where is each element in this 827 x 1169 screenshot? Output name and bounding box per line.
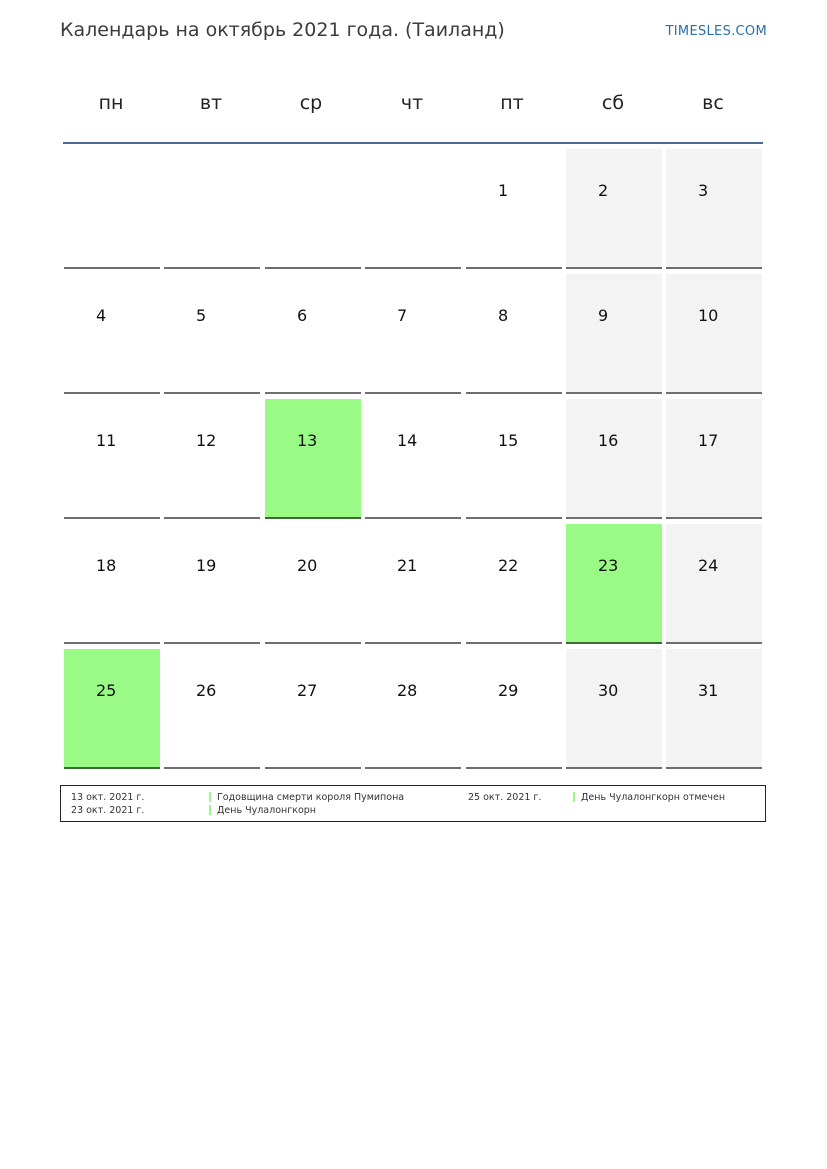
day-cell [265, 399, 361, 519]
day-number: 30 [598, 681, 619, 700]
day-number: 6 [297, 306, 308, 325]
day-number: 21 [397, 556, 418, 575]
day-number: 7 [397, 306, 408, 325]
day-cell [566, 524, 662, 644]
day-cell [265, 524, 361, 644]
day-number: 19 [196, 556, 217, 575]
day-cell [64, 649, 160, 769]
day-number: 9 [598, 306, 609, 325]
day-number: 20 [297, 556, 318, 575]
legend-holiday-name: День Чулалонгкорн отмечен [581, 792, 726, 803]
day-number: 26 [196, 681, 217, 700]
weekday-wed: ср [299, 92, 323, 114]
weekday-tue: вт [199, 92, 223, 114]
legend-color-marker [209, 792, 211, 802]
empty-day-cell [365, 149, 461, 269]
legend-color-marker [209, 805, 211, 815]
legend-color-marker [573, 792, 575, 802]
day-cell [566, 274, 662, 394]
day-cell [365, 399, 461, 519]
day-number: 25 [96, 681, 117, 700]
day-number: 11 [96, 431, 117, 450]
weekday-mon: пн [98, 92, 124, 114]
day-number: 28 [397, 681, 418, 700]
day-cell [365, 274, 461, 394]
day-cell [566, 399, 662, 519]
day-cell [164, 649, 260, 769]
day-number: 18 [96, 556, 117, 575]
day-cell [164, 399, 260, 519]
day-cell [265, 274, 361, 394]
legend-holiday-name: Годовщина смерти короля Пумипона [217, 792, 405, 803]
day-number: 29 [498, 681, 519, 700]
day-number: 22 [498, 556, 519, 575]
brand-link[interactable]: TIMESLES.COM [665, 24, 767, 39]
weekday-fri: пт [500, 92, 524, 114]
legend-date: 25 окт. 2021 г. [468, 792, 542, 803]
empty-day-cell [64, 149, 160, 269]
calendar-grid [64, 149, 764, 774]
day-number: 10 [698, 306, 719, 325]
day-number: 8 [498, 306, 509, 325]
day-number: 12 [196, 431, 217, 450]
day-number: 27 [297, 681, 318, 700]
day-cell [566, 649, 662, 769]
legend-date: 23 окт. 2021 г. [71, 805, 145, 816]
day-cell [666, 649, 762, 769]
day-cell [164, 274, 260, 394]
day-number: 2 [598, 181, 609, 200]
day-number: 31 [698, 681, 719, 700]
day-number: 4 [96, 306, 107, 325]
day-cell [466, 399, 562, 519]
day-cell [666, 149, 762, 269]
day-number: 13 [297, 431, 318, 450]
day-number: 5 [196, 306, 207, 325]
day-cell [666, 524, 762, 644]
day-cell [164, 524, 260, 644]
day-cell [64, 274, 160, 394]
day-number: 24 [698, 556, 719, 575]
day-cell [365, 649, 461, 769]
day-cell [466, 274, 562, 394]
day-cell [466, 649, 562, 769]
day-number: 14 [397, 431, 418, 450]
day-number: 16 [598, 431, 619, 450]
day-cell [265, 649, 361, 769]
weekday-thu: чт [400, 92, 424, 114]
weekday-header [63, 80, 763, 144]
day-number: 3 [698, 181, 709, 200]
day-cell [365, 524, 461, 644]
day-cell [64, 524, 160, 644]
holiday-legend [60, 785, 766, 822]
day-number: 1 [498, 181, 509, 200]
day-cell [466, 149, 562, 269]
legend-holiday-name: День Чулалонгкорн [217, 805, 317, 816]
page-title: Календарь на октябрь 2021 года. (Таиланд) [60, 19, 505, 41]
day-number: 23 [598, 556, 619, 575]
empty-day-cell [164, 149, 260, 269]
empty-day-cell [265, 149, 361, 269]
day-number: 17 [698, 431, 719, 450]
day-cell [566, 149, 662, 269]
day-cell [466, 524, 562, 644]
legend-date: 13 окт. 2021 г. [71, 792, 145, 803]
day-cell [666, 274, 762, 394]
day-cell [666, 399, 762, 519]
weekday-sat: сб [601, 92, 625, 114]
day-number: 15 [498, 431, 519, 450]
weekday-sun: вс [702, 92, 724, 114]
day-cell [64, 399, 160, 519]
